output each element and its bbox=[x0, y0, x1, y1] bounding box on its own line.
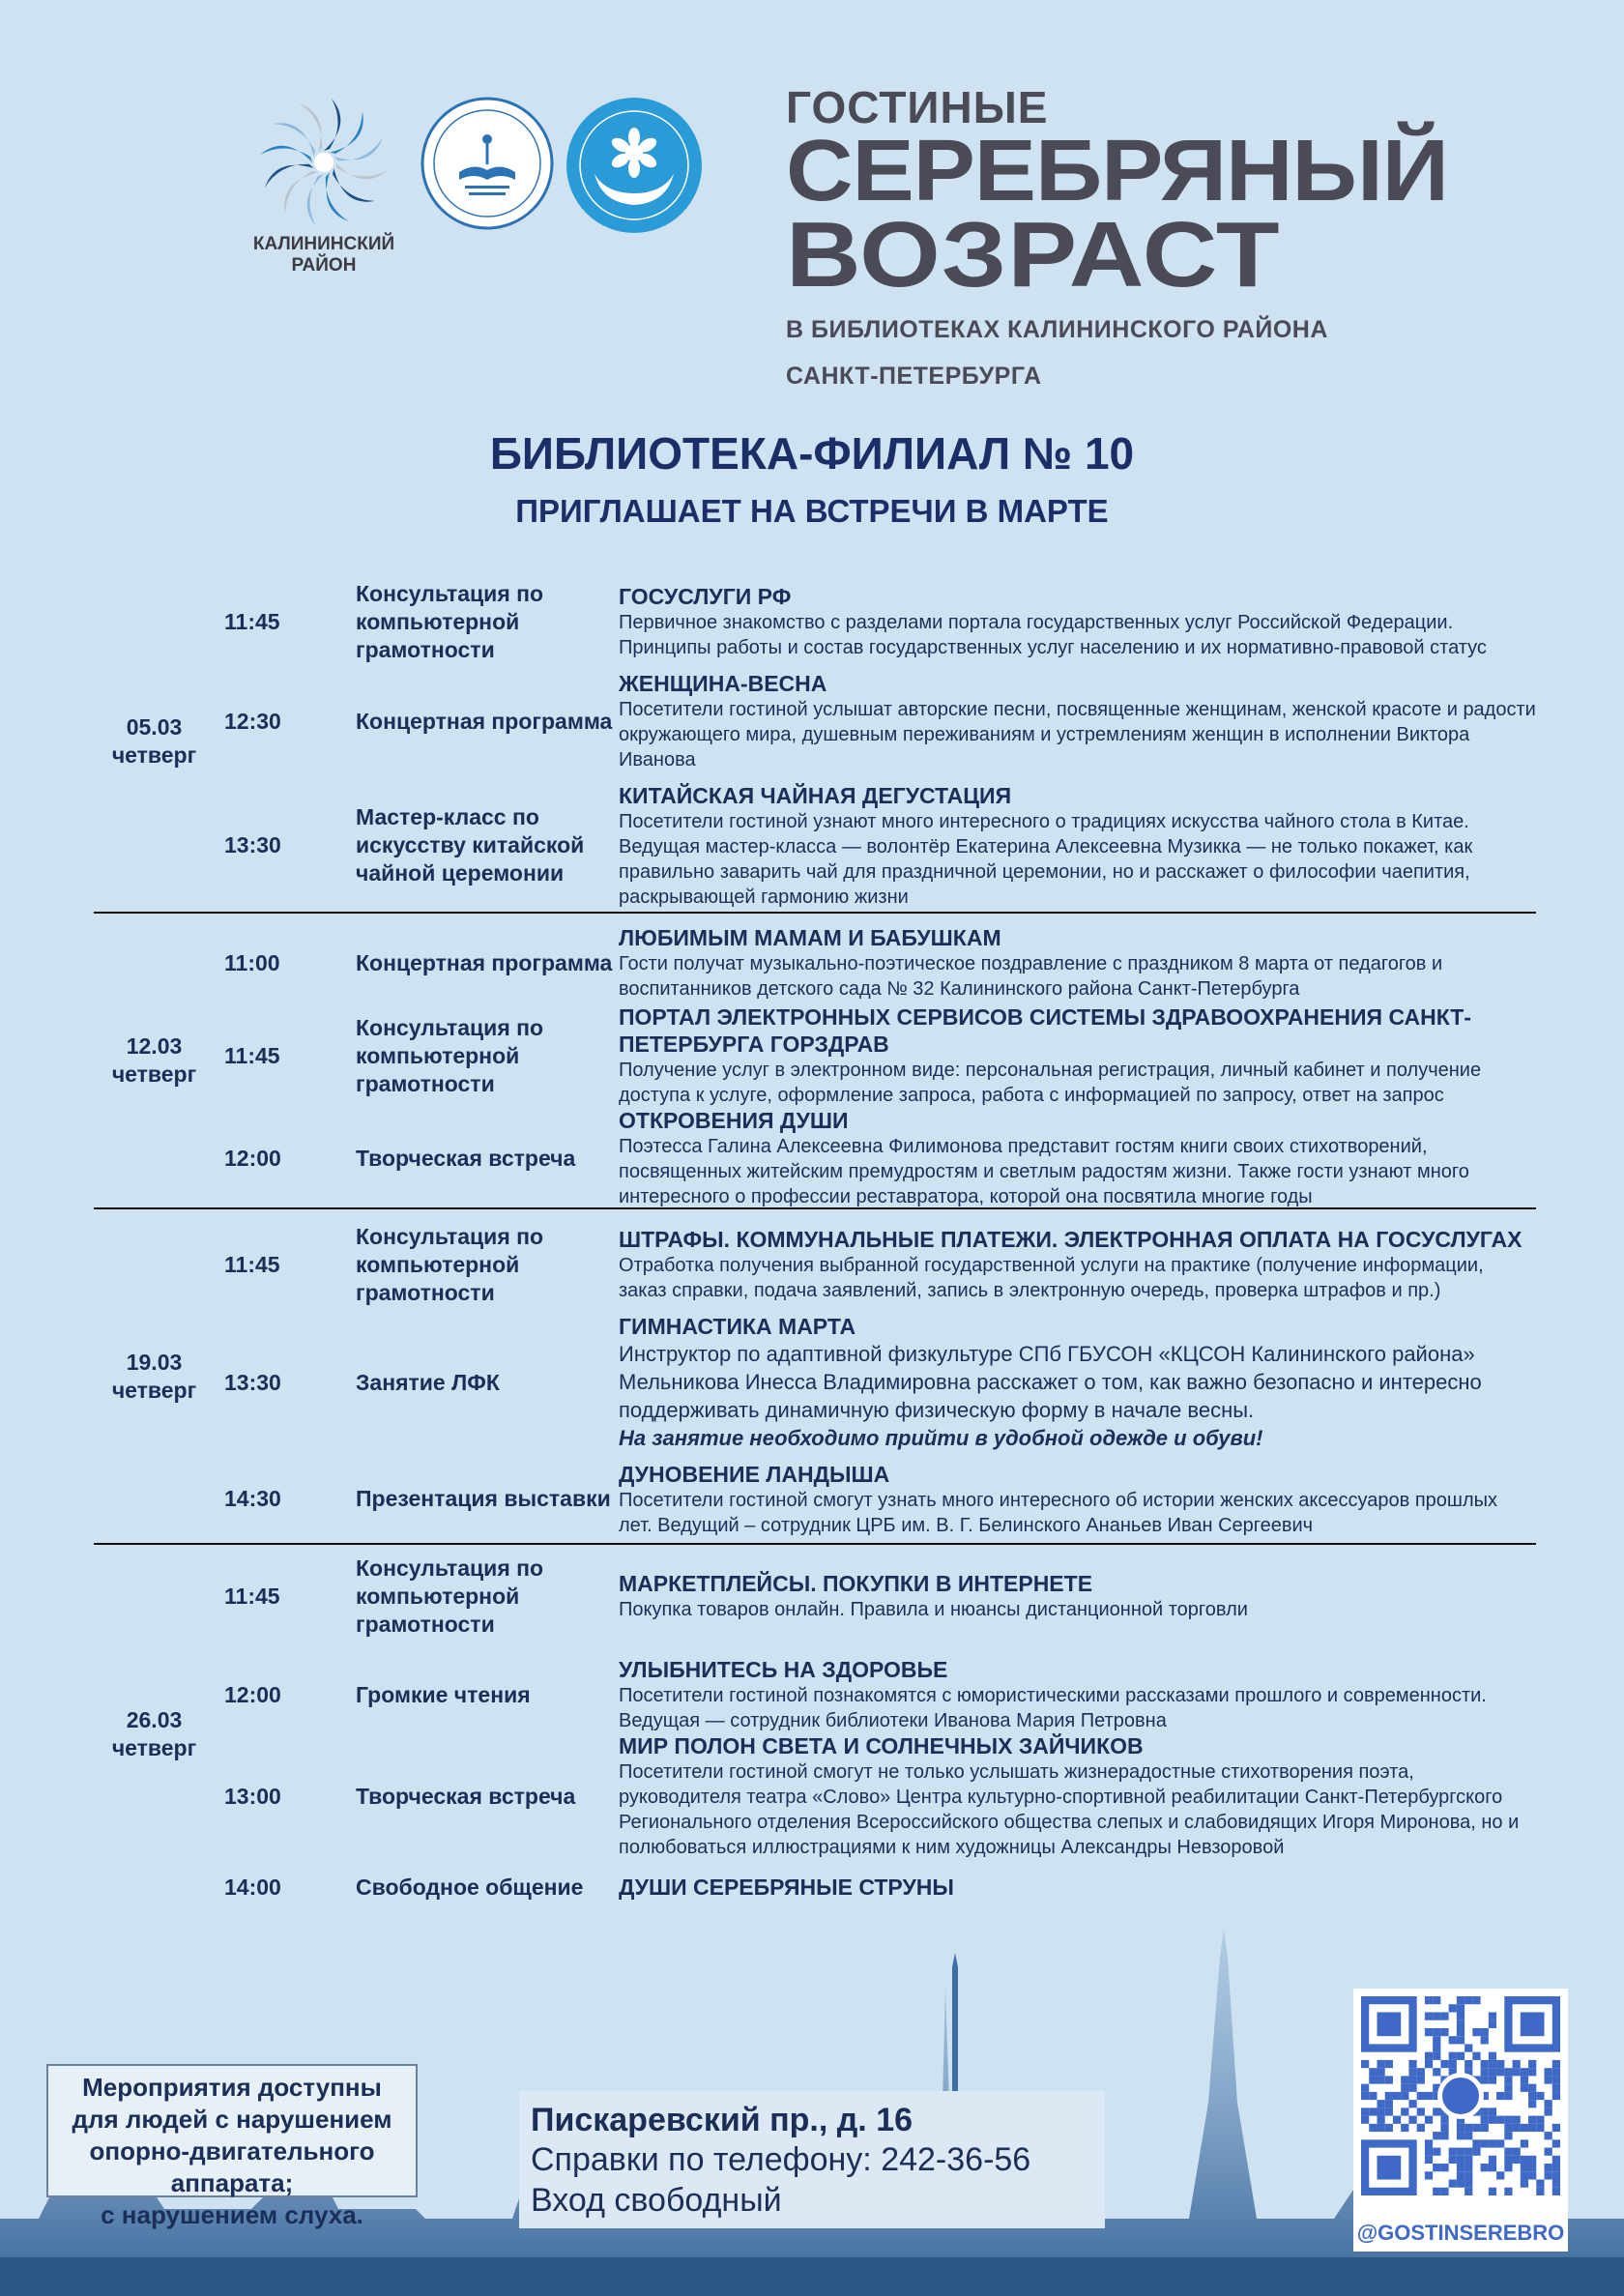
day-weekday: четверг bbox=[111, 1377, 197, 1403]
accessibility-line-3: опорно-двигательного bbox=[89, 2136, 375, 2165]
accessibility-line-5: с нарушением слуха. bbox=[101, 2200, 363, 2229]
accessibility-notice bbox=[46, 2064, 418, 2229]
event-title: ЖЕНЩИНА-ВЕСНА bbox=[619, 671, 827, 696]
event-title: ПОРТАЛ ЭЛЕКТРОННЫХ СЕРВИСОВ СИСТЕМЫ ЗДРАВООХРАНЕНИЯ САНКТ-ПЕТЕРБУРГА ГОРЗДРАВ bbox=[619, 1004, 1472, 1057]
event-type: Занятие ЛФК bbox=[356, 1369, 500, 1395]
day-label bbox=[94, 1032, 215, 1089]
brand-line-4: В БИБЛИОТЕКАХ КАЛИНИНСКОГО РАЙОНА bbox=[786, 316, 1328, 343]
event-row bbox=[94, 1109, 1536, 1207]
event-row bbox=[94, 1455, 1536, 1543]
event-description bbox=[619, 924, 1536, 1002]
day-weekday: четверг bbox=[111, 1061, 197, 1087]
event-description bbox=[619, 670, 1536, 772]
social-fund-logo bbox=[566, 97, 703, 234]
event-type: Консультация по компьютерной грамотности bbox=[356, 1014, 544, 1096]
event-row bbox=[94, 1209, 1536, 1310]
event-time: 13:30 bbox=[224, 832, 281, 857]
day-date: 19.03 bbox=[126, 1349, 183, 1375]
event-description bbox=[619, 1656, 1536, 1733]
day-block bbox=[94, 570, 1536, 914]
event-title: ДУНОВЕНИЕ ЛАНДЫША bbox=[619, 1461, 890, 1487]
day-weekday: четверг bbox=[111, 741, 197, 768]
event-text: Посетители гостиной узнают много интересного о традициях искусства чайного стола в Китае. Ведущая мастер-класса — волонтёр Екатерина Алексеевна Музикка — не только покажет, как правильно заварить чай для праздничной церемонии, но и расскажет о философии чаепития, раскрывающей гармонию жизни bbox=[619, 810, 1473, 908]
day-weekday: четверг bbox=[111, 1735, 197, 1760]
brand-wordmark bbox=[786, 82, 1448, 391]
event-time: 11:00 bbox=[224, 949, 280, 975]
brand-line-1: ГОСТИНЫЕ bbox=[786, 82, 1049, 132]
phone-info: Справки по телефону: 242-36-56 bbox=[531, 2141, 1031, 2178]
event-text: Гости получат музыкально-поэтическое поздравление с праздником 8 марта от педагогов и воспитанников детского сада № 32 Калининского района Санкт-Петербурга bbox=[619, 953, 1443, 1000]
event-title: ГИМНАСТИКА МАРТА bbox=[619, 1314, 856, 1339]
event-description bbox=[619, 583, 1536, 660]
event-type: Мастер-класс по искусству китайской чайной церемонии bbox=[356, 804, 585, 886]
event-type: Консультация по компьютерной грамотности bbox=[356, 1555, 544, 1637]
event-description bbox=[619, 782, 1536, 910]
event-type: Презентация выставки bbox=[356, 1486, 611, 1511]
event-title: МАРКЕТПЛЕЙСЫ. ПОКУПКИ В ИНТЕРНЕТЕ bbox=[619, 1571, 1093, 1596]
event-time: 12:30 bbox=[224, 708, 281, 734]
event-description bbox=[619, 1461, 1536, 1538]
day-label bbox=[94, 713, 215, 770]
accessibility-line-2: для людей с нарушением bbox=[72, 2105, 392, 2134]
event-type: Громкие чтения bbox=[356, 1681, 531, 1707]
event-text: Посетители гостиной услышат авторские песни, посвященные женщинам, женской красоте и радости окружающего мира, душевным переживаниям и устремлениям женщин в исполнении Виктора Иванова bbox=[619, 699, 1536, 770]
event-type: Свободное общение bbox=[356, 1874, 584, 1900]
brand-line-5: САНКТ-ПЕТЕРБУРГА bbox=[786, 363, 1042, 390]
event-description bbox=[619, 1226, 1536, 1303]
event-type: Консультация по компьютерной грамотности bbox=[356, 1223, 544, 1305]
event-row bbox=[94, 1733, 1536, 1858]
event-description bbox=[619, 1107, 1536, 1209]
day-date: 05.03 bbox=[126, 713, 183, 740]
event-row bbox=[94, 1310, 1536, 1455]
event-description bbox=[619, 1570, 1536, 1622]
event-text: Инструктор по адаптивной физкультуре СПб ГБУСОН «КЦСОН Калининского района» Мельникова Инесса Владимировна расскажет о том, как важно безопасно и интересно поддерживать динамичную физическую форму в начале весны. bbox=[619, 1342, 1482, 1422]
qr-handle: @GOSTINSEREBRO bbox=[1356, 2221, 1565, 2245]
event-text: Посетители гостиной познакомятся с юмористическими рассказами прошлого и современности. Ведущая — сотрудник библиотеки Иванова Мария Петровна bbox=[619, 1685, 1487, 1731]
district-emblem-icon bbox=[256, 95, 392, 230]
event-title: УЛЫБНИТЕСЬ НА ЗДОРОВЬЕ bbox=[619, 1657, 948, 1682]
day-block bbox=[94, 1209, 1536, 1545]
page-subtitle: ПРИГЛАШАЕТ НА ВСТРЕЧИ В МАРТЕ bbox=[515, 493, 1109, 529]
event-row bbox=[94, 779, 1536, 912]
address: Пискаревский пр., д. 16 bbox=[531, 2102, 914, 2138]
library-seal-icon bbox=[420, 97, 554, 230]
event-text: Посетители гостиной смогут не только услышать жизнерадостные стихотворения поэта, руководителя театра «Слово» Центра культурно-спортивной реабилитации Санкт-Петербургского Регионального отделения Всероссийского общества слепых и слабовидящих Игоря Миронова, но и полюбоваться иллюстрациями к ним художницы Александры Невзоровой bbox=[619, 1761, 1520, 1858]
event-title: ДУШИ СЕРЕБРЯНЫЕ СТРУНЫ bbox=[619, 1875, 954, 1900]
accessibility-line-1: Мероприятия доступны bbox=[82, 2073, 382, 2102]
qr-code[interactable] bbox=[1353, 1989, 1568, 2252]
event-type: Творческая встреча bbox=[356, 1145, 576, 1171]
event-title: КИТАЙСКАЯ ЧАЙНАЯ ДЕГУСТАЦИЯ bbox=[619, 782, 1012, 808]
event-title: ШТРАФЫ. КОММУНАЛЬНЫЕ ПЛАТЕЖИ. ЭЛЕКТРОННАЯ ОПЛАТА НА ГОСУСЛУГАХ bbox=[619, 1227, 1522, 1252]
hands-emblem-icon bbox=[566, 97, 703, 234]
event-description bbox=[619, 1003, 1536, 1108]
event-type: Творческая встреча bbox=[356, 1783, 576, 1809]
event-row bbox=[94, 1850, 1536, 1924]
event-time: 11:45 bbox=[224, 1583, 280, 1609]
event-type: Концертная программа bbox=[356, 708, 613, 734]
event-description bbox=[619, 1732, 1536, 1860]
brand-line-2: СЕРЕБРЯНЫЙ bbox=[786, 123, 1448, 219]
event-time: 12:00 bbox=[224, 1145, 281, 1171]
event-row bbox=[94, 1003, 1536, 1109]
day-label bbox=[94, 1706, 215, 1762]
event-time: 12:00 bbox=[224, 1681, 281, 1707]
event-time: 11:45 bbox=[224, 1251, 280, 1277]
accessibility-line-4: аппарата; bbox=[170, 2168, 294, 2197]
event-text: Поэтесса Галина Алексеевна Филимонова представит гостям книги своих стихотворений, посвященных житейским премудростям и светлым радостям жизни. Также гости узнают много интересного о профессии реставратора, которой она посвятила многие годы bbox=[619, 1136, 1469, 1207]
event-description bbox=[619, 1313, 1536, 1452]
district-logo bbox=[246, 95, 401, 276]
event-title: МИР ПОЛОН СВЕТА И СОЛНЕЧНЫХ ЗАЙЧИКОВ bbox=[619, 1733, 1144, 1758]
event-text: Покупка товаров онлайн. Правила и нюансы дистанционной торговли bbox=[619, 1599, 1248, 1620]
event-text: Отработка получения выбранной государственной услуги на практике (получение информации, заказ справки, подача заявлений, запись в электронную очередь, проверка штрафов и пр.) bbox=[619, 1255, 1484, 1301]
event-note: На занятие необходимо прийти в удобной одежде и обуви! bbox=[619, 1426, 1263, 1450]
event-title: ЛЮБИМЫМ МАМАМ И БАБУШКАМ bbox=[619, 925, 1001, 950]
schedule-table bbox=[94, 570, 1536, 1924]
contact-info bbox=[519, 2091, 1105, 2228]
event-row bbox=[94, 1545, 1536, 1647]
event-title: ГОСУСЛУГИ РФ bbox=[619, 584, 792, 609]
day-date: 26.03 bbox=[126, 1707, 183, 1732]
event-time: 13:30 bbox=[224, 1369, 281, 1395]
day-block bbox=[94, 914, 1536, 1209]
event-title: ОТКРОВЕНИЯ ДУШИ bbox=[619, 1108, 849, 1133]
event-row bbox=[94, 663, 1536, 779]
day-date: 12.03 bbox=[126, 1033, 183, 1059]
event-row bbox=[94, 914, 1536, 1003]
event-text: Первичное знакомство с разделами портала государственных услуг Российской Федерации. Принципы работы и состав государственных услуг населению и их нормативно-правовой статус bbox=[619, 612, 1487, 658]
page-title: БИБЛИОТЕКА-ФИЛИАЛ № 10 bbox=[489, 428, 1135, 479]
event-row bbox=[94, 1647, 1536, 1742]
district-logo-line2: РАЙОН bbox=[291, 255, 357, 276]
day-block bbox=[94, 1545, 1536, 1924]
event-time: 14:30 bbox=[224, 1486, 281, 1511]
event-text: Получение услуг в электронном виде: персональная регистрация, личный кабинет и получение доступа к услуге, оформление запроса, работа с информацией по запросу, ответ на запрос bbox=[619, 1060, 1482, 1106]
event-type: Концертная программа bbox=[356, 949, 613, 975]
event-time: 14:00 bbox=[224, 1874, 281, 1900]
day-label bbox=[94, 1349, 215, 1405]
event-time: 13:00 bbox=[224, 1783, 281, 1809]
event-time: 11:45 bbox=[224, 608, 280, 634]
brand-line-3: ВОЗРАСТ bbox=[786, 203, 1281, 306]
library-system-logo bbox=[420, 97, 554, 230]
district-logo-line1: КАЛИНИНСКИЙ bbox=[252, 234, 395, 254]
event-time: 11:45 bbox=[224, 1042, 280, 1068]
qr-code-icon bbox=[1361, 1996, 1560, 2195]
event-description bbox=[619, 1874, 1536, 1901]
event-type: Консультация по компьютерной грамотности bbox=[356, 580, 544, 662]
event-text: Посетители гостиной смогут узнать много интересного об истории женских аксессуаров прошлых лет. Ведущий – сотрудник ЦРБ им. В. Г. Белинского Ананьев Иван Сергеевич bbox=[619, 1489, 1498, 1536]
event-row bbox=[94, 570, 1536, 663]
entry-info: Вход свободный bbox=[531, 2182, 782, 2219]
